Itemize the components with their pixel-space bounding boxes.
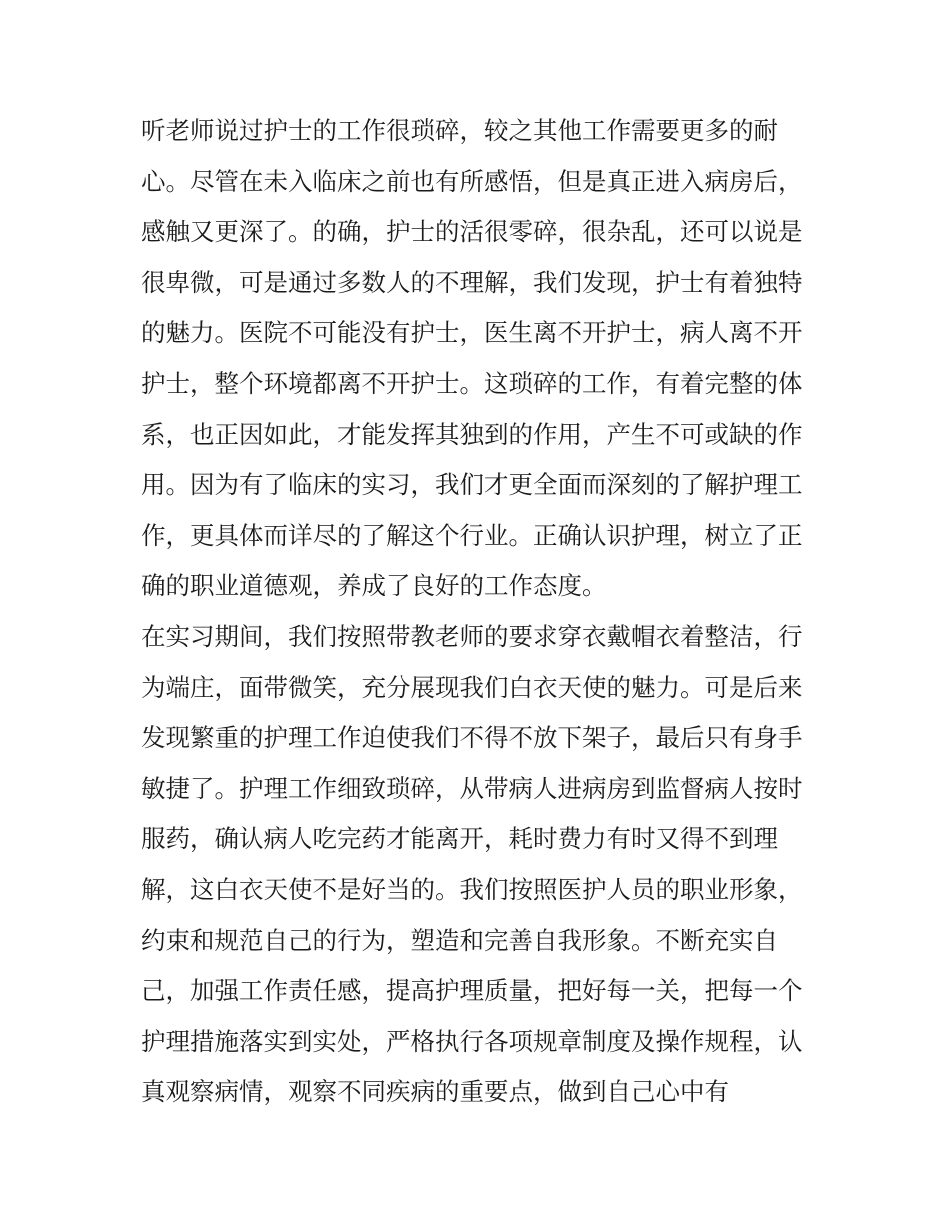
text-line: 约束和规范自己的行为，塑造和完善自我形象。不断充实自 [141,925,778,955]
text-line: 系，也正因如此，才能发挥其独到的作用，产生不可或缺的作 [141,419,803,449]
document-body [141,106,811,1118]
text-line: 很卑微，可是通过多数人的不理解，我们发现，护士有着独特 [141,267,803,297]
paragraph-1 [141,106,811,612]
text-line: 用。因为有了临床的实习，我们才更全面而深刻的了解护理工 [141,470,803,500]
text-line: 听老师说过护士的工作很琐碎，较之其他工作需要更多的耐 [141,116,778,145]
text-line: 确的职业道德观，养成了良好的工作态度。 [141,571,607,601]
text-line: 护士，整个环境都离不开护士。这琐碎的工作，有着完整的体 [141,368,803,398]
text-line: 为端庄，面带微笑，充分展现我们白衣天使的魅力。可是后来 [141,672,803,702]
text-line: 发现繁重的护理工作迫使我们不得不放下架子，最后只有身手 [141,723,803,753]
text-line: 己，加强工作责任感，提高护理质量，把好每一关，把每一个 [141,976,803,1006]
text-line: 真观察病情，观察不同疾病的重要点，做到自己心中有 [141,1077,729,1107]
text-line: 在实习期间，我们按照带教老师的要求穿衣戴帽衣着整洁，行 [141,621,803,651]
text-line: 作，更具体而详尽的了解这个行业。正确认识护理，树立了正 [141,520,803,550]
text-line: 感触又更深了。的确，护士的活很零碎，很杂乱，还可以说是 [141,217,803,247]
text-line: 敏捷了。护理工作细致琐碎，从带病人进病房到监督病人按时 [141,773,803,803]
text-line: 的魅力。医院不可能没有护士，医生离不开护士，病人离不开 [141,318,803,348]
text-line: 护理措施落实到实处，严格执行各项规章制度及操作规程，认 [141,1026,803,1056]
text-line: 服药，确认病人吃完药才能离开，耗时费力有时又得不到理 [141,824,778,854]
text-line: 解，这白衣天使不是好当的。我们按照医护人员的职业形象， [141,874,803,904]
text-line: 心。尽管在未入临床之前也有所感悟，但是真正进入病房后， [141,166,803,196]
paragraph-2 [141,612,811,1118]
